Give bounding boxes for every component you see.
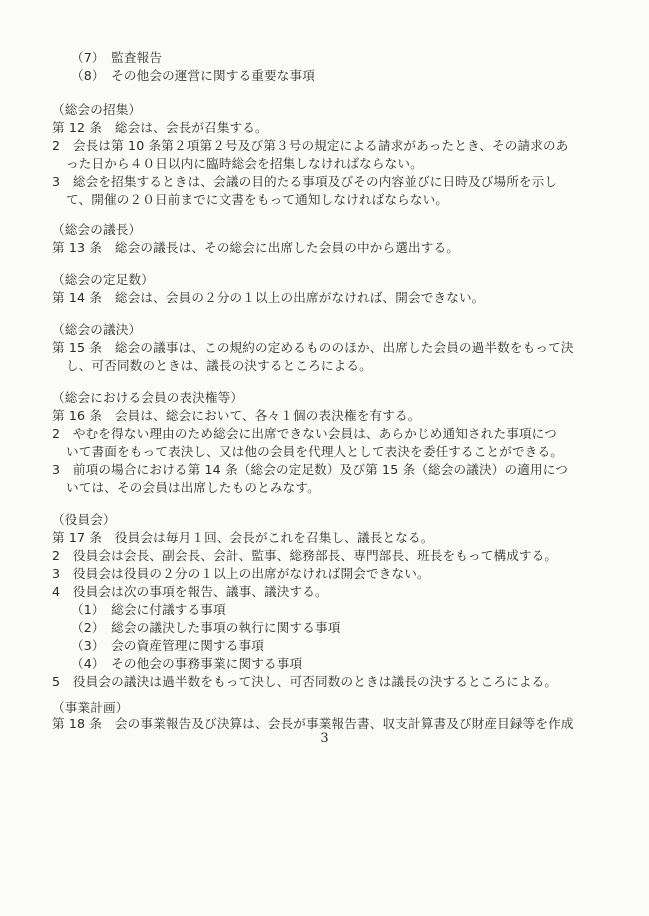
article-16-para-3-cont: いては、その会員は出席したものとみなす。 <box>66 480 320 495</box>
article-16-para-2-cont: いて書面をもって表決し、又は他の会員を代理人として表決を委任することができる。 <box>66 444 564 459</box>
item-8-other-matters: （8） その他会の運営に関する重要な事項 <box>71 68 315 83</box>
article-12-para-3: 3 総会を招集するときは、会議の目的たる事項及びその内容並びに日時及び場所を示し <box>52 174 558 189</box>
article-14: 第 14 条 総会は、会員の２分の１以上の出席がなければ、開会できない。 <box>52 290 485 305</box>
article-16: 第 16 条 会員は、総会において、各々１個の表決権を有する。 <box>52 408 421 423</box>
article-18: 第 18 条 会の事業報告及び決算は、会長が事業報告書、収支計算書及び財産目録等を作成 <box>52 716 574 731</box>
article-17-item-4: （4） その他会の事務事業に関する事項 <box>71 656 303 671</box>
article-12-para-2: 2 会長は第 10 条第２項第２号及び第３号の規定による請求があったとき、その請求のあ <box>52 138 569 153</box>
article-12-para-3-cont: て、開催の２０日前までに文書をもって通知しなければならない。 <box>66 192 449 207</box>
article-17-para-2: 2 役員会は会長、副会長、会計、監事、総務部長、専門部長、班長をもって構成する。 <box>52 548 558 563</box>
article-17-item-1: （1） 総会に付議する事項 <box>71 602 226 617</box>
article-17-item-2: （2） 総会の議決した事項の執行に関する事項 <box>71 620 341 635</box>
article-17-para-4: 4 役員会は次の事項を報告、議事、議決する。 <box>52 584 328 599</box>
article-17-para-3: 3 役員会は役員の２分の１以上の出席がなければ開会できない。 <box>52 566 430 581</box>
heading-resolution: （総会の議決） <box>52 322 142 337</box>
heading-board: （役員会） <box>52 512 116 527</box>
article-17: 第 17 条 役員会は毎月１回、会長がこれを召集し、議長となる。 <box>52 530 434 545</box>
article-13: 第 13 条 総会の議長は、その総会に出席した会員の中から選出する。 <box>52 240 459 255</box>
heading-chair: （総会の議長） <box>52 222 142 237</box>
page-number: 3 <box>320 731 329 746</box>
heading-business-plan: （事業計画） <box>52 700 129 715</box>
heading-quorum: （総会の定足数） <box>52 272 154 287</box>
article-17-para-5: 5 役員会の議決は過半数をもって決し、可否同数のときは議長の決するところによる。 <box>52 674 558 689</box>
article-16-para-3: 3 前項の場合における第 14 条（総会の定足数）及び第 15 条（総会の議決）の適用につ <box>52 462 568 477</box>
article-15: 第 15 条 総会の議事は、この規約の定めるもののほか、出席した会員の過半数をもって決 <box>52 340 574 355</box>
article-15-cont: し、可否同数のときは、議長の決するところによる。 <box>66 358 372 373</box>
heading-convocation: （総会の招集） <box>52 102 142 117</box>
heading-voting-rights: （総会における会員の表決権等） <box>52 390 244 405</box>
item-7-audit-report: （7） 監査報告 <box>71 50 163 65</box>
article-12: 第 12 条 総会は、会長が召集する。 <box>52 120 268 135</box>
article-12-para-2-cont: った日から４０日以内に臨時総会を招集しなければならない。 <box>66 156 423 171</box>
article-17-item-3: （3） 会の資産管理に関する事項 <box>71 638 265 653</box>
article-16-para-2: 2 やむを得ない理由のため総会に出席できない会員は、あらかじめ通知された事項につ <box>52 426 557 441</box>
